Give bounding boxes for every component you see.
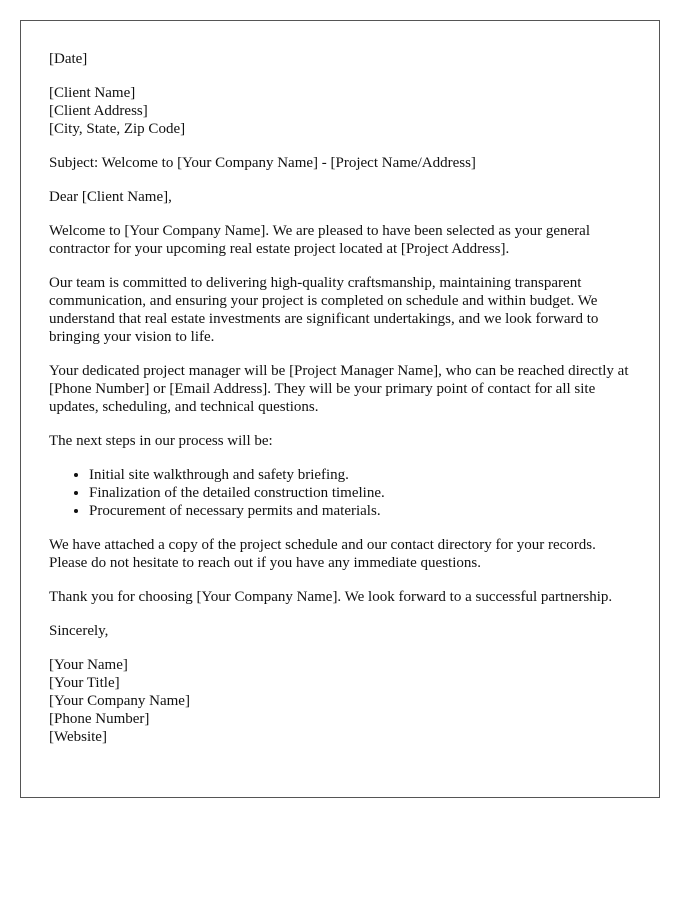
signer-phone: [Phone Number] [49,711,150,727]
recipient-city-state-zip: [City, State, Zip Code] [49,121,186,137]
salutation: Dear [Client Name], [49,189,172,205]
signature-block [49,656,631,746]
date-line [49,50,631,68]
list-item: • Finalization of the detailed construction timeline. [89,484,631,502]
commitment-paragraph: Our team is committed to delivering high-quality craftsmanship, maintaining transparent communication, and ensuring your project is completed on schedule and within budget. We understand that real estate investments are significant undertakings, and we look forward to bringing your vision to life. [49,275,599,345]
recipient-name: [Client Name] [49,85,136,101]
letter-date: [Date] [49,51,88,67]
attachments-paragraph: We have attached a copy of the project schedule and our contact directory for your records. Please do not hesitate to reach out if you have any immediate questions. [49,537,596,571]
signer-company: [Your Company Name] [49,693,190,709]
project-manager-paragraph: Your dedicated project manager will be [Project Manager Name], who can be reached directly at [Phone Number] or [Email Address]. They will be your primary point of contact for all site updates, scheduling, and technical questions. [49,363,629,415]
letter-page [20,20,660,798]
subject-line: Subject: Welcome to [Your Company Name] - [Project Name/Address] [49,155,476,171]
list-item: • Procurement of necessary permits and materials. [89,502,631,520]
signer-website: [Website] [49,729,107,745]
signer-title: [Your Title] [49,675,120,691]
recipient-address: [Client Address] [49,103,148,119]
next-steps-list [49,466,631,520]
next-steps-intro: The next steps in our process will be: [49,433,273,449]
thank-you-paragraph: Thank you for choosing [Your Company Name]. We look forward to a successful partnership. [49,589,613,605]
signer-name: [Your Name] [49,657,128,673]
welcome-paragraph: Welcome to [Your Company Name]. We are pleased to have been selected as your general contractor for your upcoming real estate project located at [Project Address]. [49,223,591,257]
sign-off: Sincerely, [49,623,109,639]
recipient-address-block [49,84,631,138]
list-item: • Initial site walkthrough and safety briefing. [89,466,631,484]
